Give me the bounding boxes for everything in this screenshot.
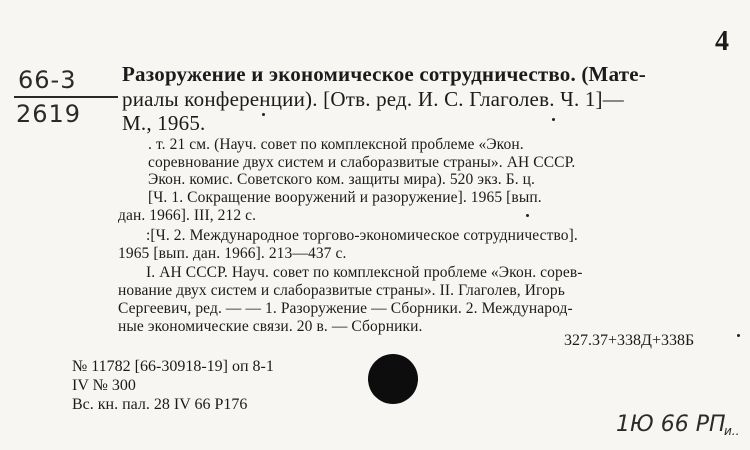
punch-hole xyxy=(368,354,418,404)
body-line-10: Сергеевич, ред. — — 1. Разоружение — Сборники. 2. Международ- xyxy=(118,300,573,317)
ink-speck xyxy=(737,334,740,337)
title-text-1: Разоружение и экономическое сотрудничество. (Мате- xyxy=(122,62,646,86)
body-line-7: 1965 [вып. дан. 1966]. 213—437 с. xyxy=(118,245,347,262)
title-line-1 xyxy=(122,62,646,87)
footer-line-1: № 11782 [66-30918-19] оп 8-1 xyxy=(72,358,274,375)
call-number-top: 66-3 xyxy=(18,66,77,94)
title-line-3: М., 1965. xyxy=(122,111,206,135)
body-line-8: I. АН СССР. Науч. совет по комплексной проблеме «Экон. сорев- xyxy=(146,264,583,281)
body-line-6: :[Ч. 2. Международное торгово-экономическое сотрудничество]. xyxy=(146,227,578,244)
body-line-5: дан. 1966]. III, 212 с. xyxy=(118,207,257,224)
handwritten-stamp-tail: и.. xyxy=(724,424,740,438)
footer-line-3: Вс. кн. пал. 28 IV 66 Р176 xyxy=(72,396,248,413)
ink-speck xyxy=(552,118,555,121)
body-line-1: . т. 21 см. (Науч. совет по комплексной проблеме «Экон. xyxy=(148,136,524,153)
body-line-4: [Ч. 1. Сокращение вооружений и разоружение]. 1965 [вып. xyxy=(148,189,542,206)
ink-speck xyxy=(262,113,265,116)
body-line-3: Экон. комис. Советского ком. защиты мира). 520 экз. Б. ц. xyxy=(148,171,536,188)
title-line-2: риалы конференции). [Отв. ред. И. С. Глаголев. Ч. 1]— xyxy=(122,87,624,111)
body-line-11: ные экономические связи. 20 в. — Сборники. xyxy=(118,318,423,335)
call-number-bottom: 2619 xyxy=(16,100,82,128)
call-number-divider xyxy=(14,96,118,98)
footer-line-2: IV № 300 xyxy=(72,377,136,394)
page-number: 4 xyxy=(715,26,729,57)
body-line-9: нование двух систем и слаборазвитые страны». II. Глаголев, Игорь xyxy=(118,282,565,299)
ink-speck xyxy=(526,214,529,217)
classification-index: 327.37+338Д+338Б xyxy=(564,332,695,349)
handwritten-stamp: 1Ю 66 РП xyxy=(616,412,726,437)
body-line-2: соревнование двух систем и слаборазвитые страны». АН СССР. xyxy=(148,154,576,171)
